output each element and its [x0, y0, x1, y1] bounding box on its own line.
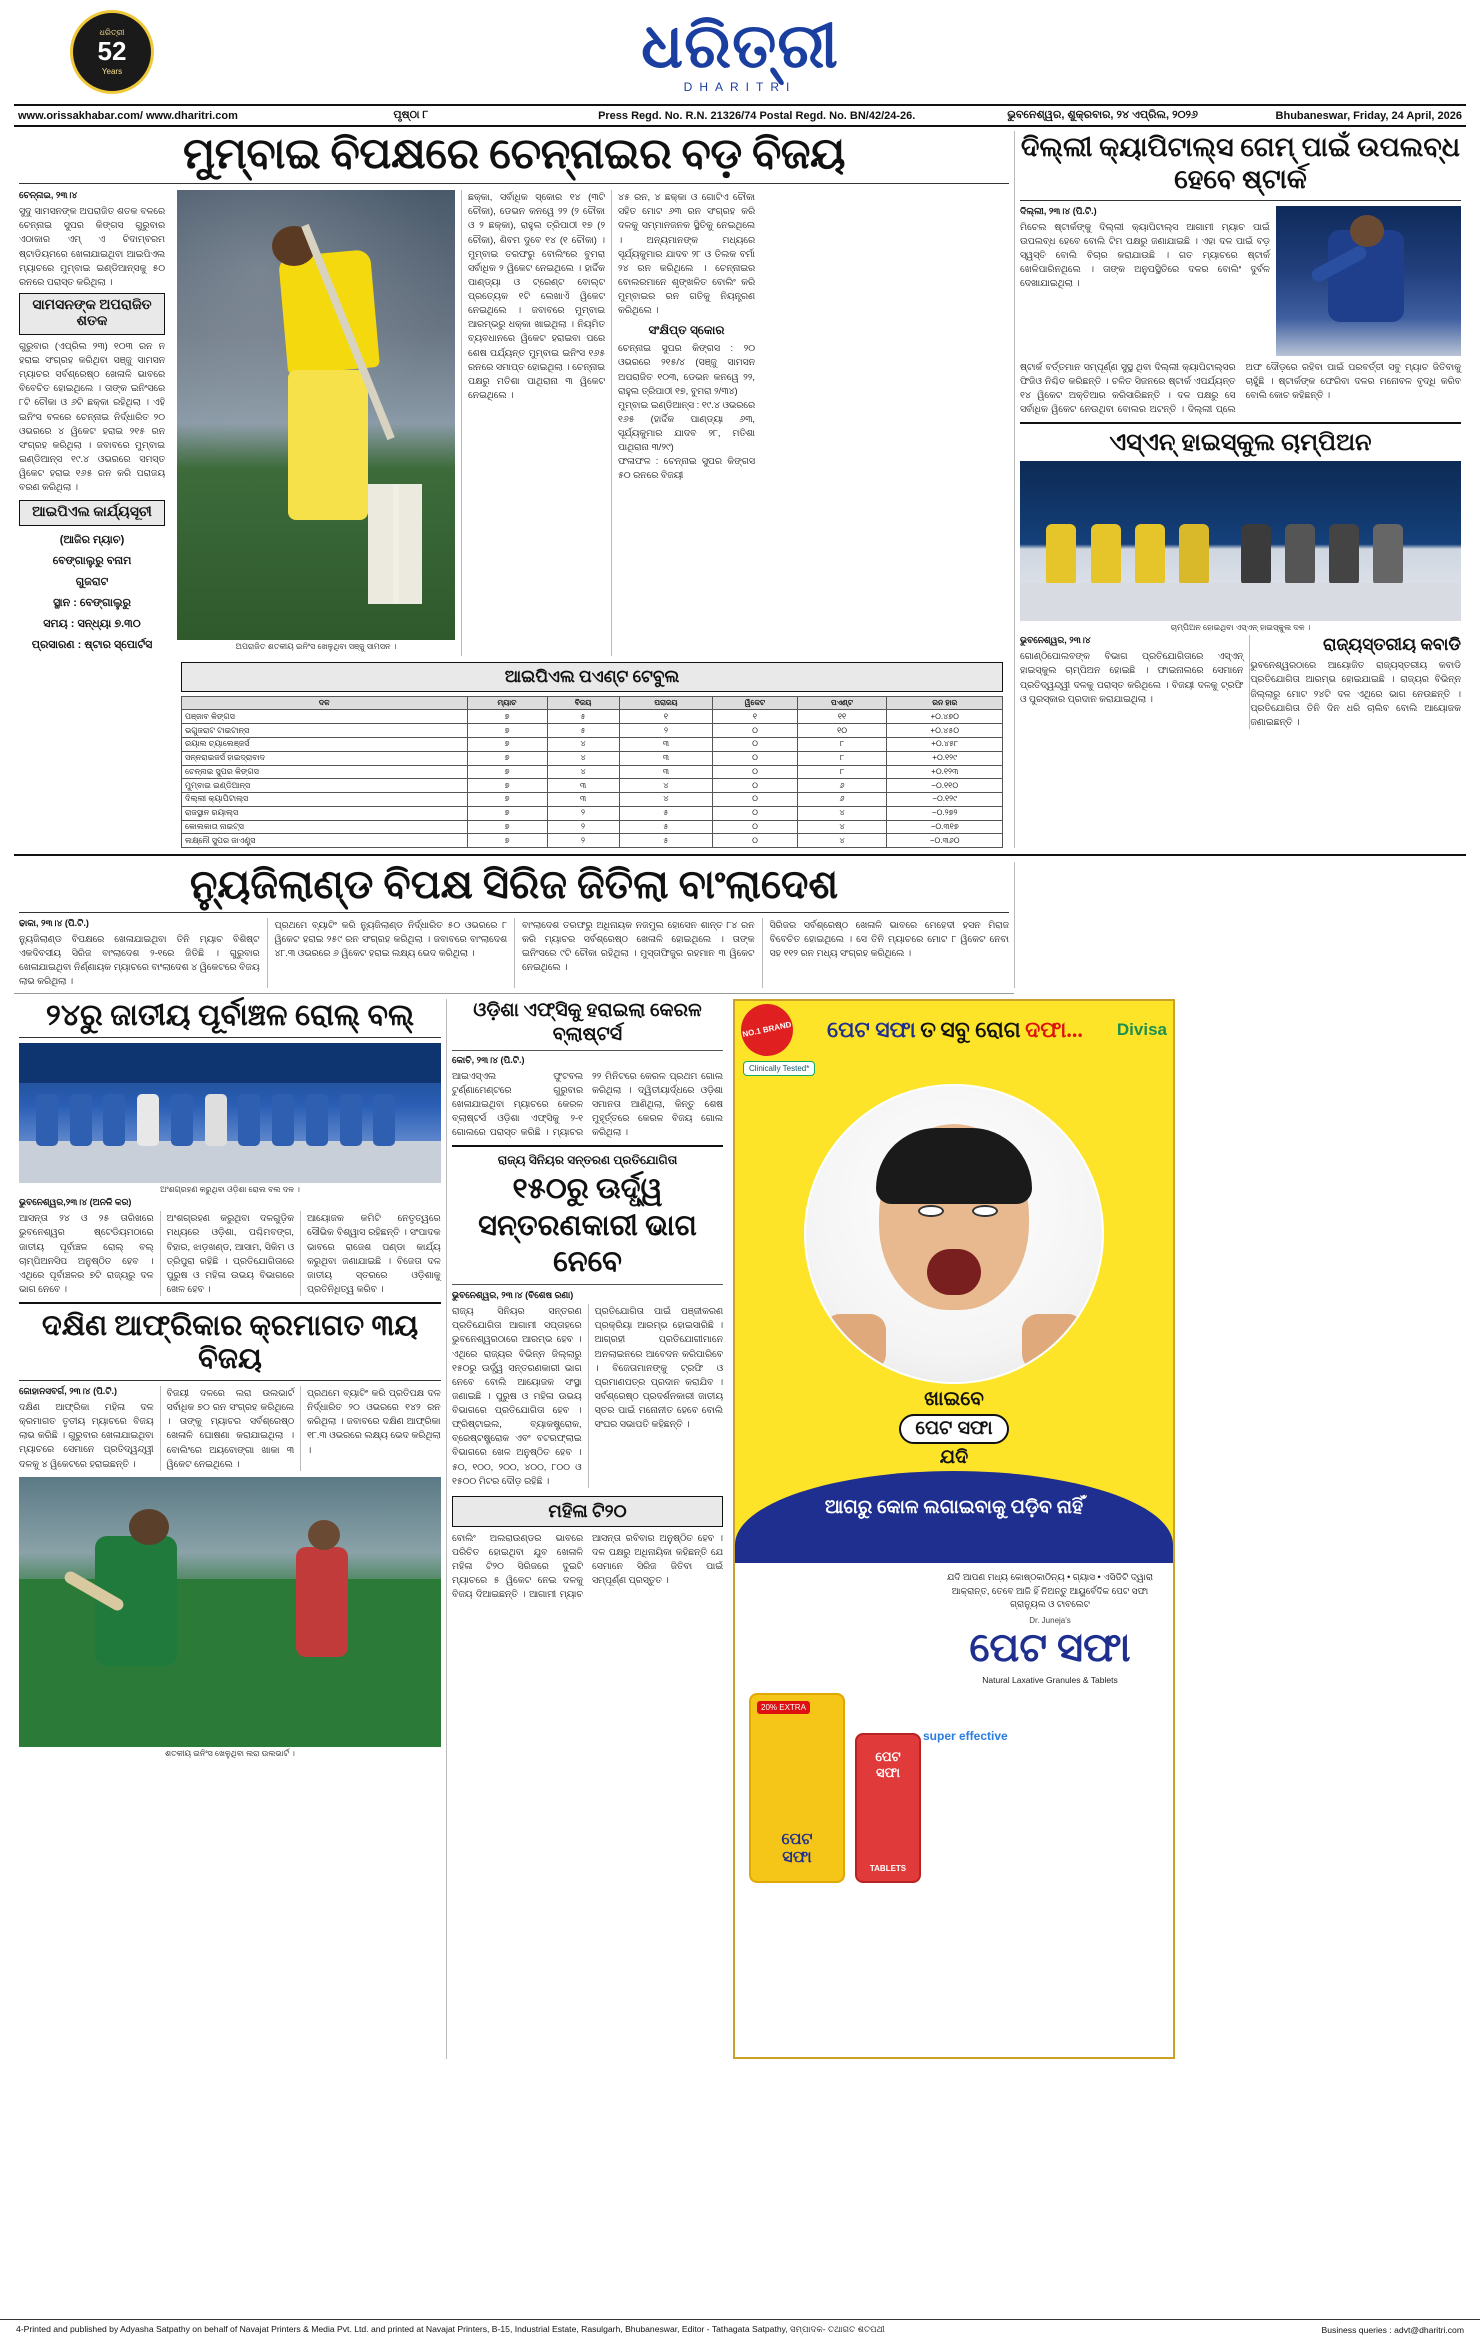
pet-safa-ad[interactable]: [733, 999, 1175, 2059]
table-cell: ୭: [467, 820, 547, 834]
table-cell: ୭: [467, 779, 547, 793]
divisa-brand: Divisa: [1116, 1020, 1167, 1040]
team-name: ଦିଲ୍ଲୀ କ୍ୟାପିଟାଲ୍ସ: [182, 793, 468, 807]
table-cell: ୨: [547, 820, 619, 834]
points-table-block: [181, 662, 1003, 849]
page-footer: [0, 2319, 1480, 2339]
table-cell: ୫: [619, 834, 713, 848]
table-cell: +୦.୧୨୯: [887, 751, 1003, 765]
table-cell: ୩: [547, 779, 619, 793]
team-name: ମୁମ୍ବାଇ ଇଣ୍ଡିଆନ୍ସ: [182, 779, 468, 793]
anniversary-label: Years: [101, 66, 123, 76]
table-cell: −୦.୨୭୨: [887, 806, 1003, 820]
school-photo: [1020, 461, 1461, 621]
kerala-swim-col: [446, 999, 728, 2059]
table-cell: ୨: [619, 724, 713, 738]
team-name: ଚେନ୍ନାଇ ସୁପର କିଙ୍ଗସ: [182, 765, 468, 779]
ad-model-photo: [804, 1084, 1104, 1384]
rollball-caption: ଅଂଶଗ୍ରହଣ କରୁଥିବା ଓଡ଼ିଶା ରୋଲ ବଲ ଦଳ ।: [160, 1185, 300, 1195]
table-cell: ୮: [797, 737, 887, 751]
table-cell: ୫: [547, 710, 619, 724]
points-table-header: [182, 696, 1003, 710]
footer-imprint: 4-Printed and published by Adyasha Satpathy on behalf of Navajat Printers & Media Pvt. Ltd. and printed at Navajat Printers, B-15, Industrial Estate, Rasulgarh, Bhubaneswar, Editor - Tathagata Satpathy, ସମ୍ପାଦକ- ତଥାଗତ ଶତପଥୀ: [16, 2324, 885, 2334]
table-cell: ୭: [467, 710, 547, 724]
logo-english-text: DHARITRI: [683, 80, 797, 94]
table-cell: ୩: [547, 793, 619, 807]
table-row: [182, 820, 1003, 834]
delhi-headline: ଦିଲ୍ଲୀ କ୍ୟାପିଟାଲ୍ସ ଗେମ୍ ପାଇଁ ଉପଲବ୍ଧ ହେବେ ଷ୍ଟାର୍କ: [1020, 132, 1461, 195]
table-cell: +୦.୪୫୮: [887, 737, 1003, 751]
points-table-col-6: ରନ ହାର: [887, 696, 1003, 710]
southafrica-col1: ଦକ୍ଷିଣ ଆଫ୍ରିକା ମହିଳା ଦଳ କ୍ରମାଗତ ତୃତୀୟ ମ୍ୟାଚରେ ବିଜୟ ଲାଭ କରିଛି । ଗୁରୁବାର ଖେଳାଯାଇଥିବା ମ୍ୟାଚରେ ସେମାନେ ପ୍ରତିଦ୍ୱନ୍ଦ୍ୱୀ ଦଳକୁ ୪ ୱିକେଟରେ ହରାଇଛନ୍ତି ।: [19, 1402, 154, 1469]
points-table-col-5: ପଏଣ୍ଟ: [797, 696, 887, 710]
kerala-byline: କୋଚି, ୨୩।୪ (ପି.ଟି.): [452, 1054, 525, 1065]
kabadi-body: ଭୁବନେଶ୍ୱରଠାରେ ଆୟୋଜିତ ରାଜ୍ୟସ୍ତରୀୟ କବାଡି ପ୍ରତିଯୋଗିତା ଆରମ୍ଭ ହୋଇଯାଇଛି । ରାଜ୍ୟର ବିଭିନ୍ନ ଜିଲ୍ଲାରୁ ମୋଟ ୨୪ଟି ଦଳ ଏଥିରେ ଭାଗ ନେଉଛନ୍ତି । ପ୍ରତିଯୋଗିତା ତିନି ଦିନ ଧରି ଚାଲିବ ବୋଲି ଆୟୋଜକ ଜଣାଇଛନ୍ତି ।: [1250, 660, 1461, 727]
table-cell: ୦: [713, 751, 797, 765]
points-table: [181, 696, 1003, 849]
date-odia: ଭୁବନେଶ୍ୱର, ଶୁକ୍ରବାର, ୨୪ ଏପ୍ରିଲ, ୨୦୨୬: [1007, 109, 1198, 121]
table-row: [182, 737, 1003, 751]
table-cell: ୦: [713, 779, 797, 793]
swim-col2: ପ୍ରତିଯୋଗିତା ପାଇଁ ପଞ୍ଜୀକରଣ ପ୍ରକ୍ରିୟା ଆରମ୍ଭ ହୋଇସାରିଛି । ଆଗ୍ରହୀ ପ୍ରତିଯୋଗୀମାନେ ଅନଲାଇନରେ ଆବେଦନ କରିପାରିବେ । ବିଜେତାମାନଙ୍କୁ ଟ୍ରଫି ଓ ପ୍ରମାଣପତ୍ର ପ୍ରଦାନ କରାଯିବ । ସର୍ବଶ୍ରେଷ୍ଠ ପ୍ରଦର୍ଶନକାରୀ ଜାତୀୟ ସ୍ତର ପାଇଁ ମନୋନୀତ ହେବେ ବୋଲି ସଂଘର ସଭାପତି କହିଛନ୍ତି ।: [594, 1306, 723, 1430]
footer-contact[interactable]: Business queries : advt@dharitri.com: [1321, 2324, 1464, 2335]
schedule-line-0: (ଆଜିର ମ୍ୟାଚ): [59, 534, 125, 547]
table-cell: ୧: [713, 710, 797, 724]
swim-pretitle: ରାଜ୍ୟ ସିନିୟର ସନ୍ତରଣ ପ୍ରତିଯୋଗିତା: [497, 1153, 678, 1168]
lead-story: [14, 131, 1014, 848]
table-cell: ୨: [547, 806, 619, 820]
bangladesh-headline: ନ୍ୟୁଜିଲାଣ୍ଡ ବିପକ୍ଷ ସିରିଜ ଜିତିଲା ବାଂଲାଦେଶ: [189, 862, 839, 908]
ad-line2: ଯଦି: [939, 1447, 969, 1469]
bangladesh-col1: ନ୍ୟୁଜିଲାଣ୍ଡ ବିପକ୍ଷରେ ଖେଳାଯାଇଥିବା ତିନି ମ୍ୟାଚ ବିଶିଷ୍ଟ ଏକଦିବସୀୟ ସିରିଜ ବାଂଲାଦେଶ ୨-୧ରେ ଜିତିଛି । ଗୁରୁବାର ଖେଳାଯାଇଥିବା ନିର୍ଣ୍ଣାୟକ ମ୍ୟାଚରେ ବାଂଲାଦେଶ ୪ ୱିକେଟରେ ବିଜୟ ଲାଭ କରିଥିଲା ।: [19, 933, 260, 987]
dr-name: Dr. Juneja's: [1029, 1615, 1071, 1625]
table-cell: ୫: [547, 724, 619, 738]
school-caption: ଚାମ୍ପିଅନ ହୋଇଥିବା ଏସ୍‌ଏନ୍ ହାଇସ୍କୁଲ ଦଳ ।: [1170, 623, 1311, 633]
extra-badge: 20% EXTRA: [757, 1701, 810, 1714]
summary-title: ସଂକ୍ଷିପ୍ତ ସ୍କୋର: [648, 323, 725, 338]
kerala-body: ଆଇଏସ୍‌ଏଲ ଫୁଟବଲ ଟୁର୍ଣ୍ଣାମେଣ୍ଟରେ ଗୁରୁବାର ଖେଳାଯାଇଥିବା ମ୍ୟାଚରେ କେରଳ ବ୍ଲାଷ୍ଟର୍ସ ଓଡ଼ିଶା ଏଫ୍‌ସିକୁ ୨-୧ ଗୋଲରେ ପରାସ୍ତ କରିଛି । ମ୍ୟାଚର ୨୨ ମିନିଟରେ କେରଳ ପ୍ରଥମ ଗୋଲ କରିଥିଲା । ଦ୍ୱିତୀୟାର୍ଦ୍ଧରେ ଓଡ଼ିଶା ସମାନତା ଆଣିଥିଲା, କିନ୍ତୁ ଶେଷ ମୁହୂର୍ତ୍ତରେ କେରଳ ବିଜୟ ଗୋଲ କରିଥିଲା ।: [452, 1070, 723, 1138]
table-cell: ୧: [619, 710, 713, 724]
lead-col-left: [19, 190, 171, 655]
summary-line-0: ଚେନ୍ନାଇ ସୁପର କିଙ୍ଗସ : ୨୦ ଓଭରରେ ୨୧୫/୪ (ସଞ୍ଜୁ ସାମସନ ଅପରାଜିତ ୧୦୩, ଡେଭନ କନୱେ ୨୨, ରାହୁଲ ତ୍ରିପାଠୀ ୧୭, ବୁମରା ୨/୩୪): [618, 343, 755, 396]
table-row: [182, 710, 1003, 724]
school-byline: ଭୁବନେଶ୍ୱର, ୨୩।୪: [1020, 635, 1091, 646]
rollball-story: [14, 999, 446, 2059]
summary-line-1: ମୁମ୍ବାଇ ଇଣ୍ଡିଆନ୍ସ : ୧୯.୪ ଓଭରରେ ୧୬୫ (ହାର୍ଦ୍ଦିକ ପାଣ୍ଡ୍ୟା ୬୩, ସୂର୍ଯ୍ୟକୁମାର ଯାଦବ ୨୮, ମତିଶା ପାଥିରାନା ୩/୨୯): [618, 399, 755, 453]
table-cell: +୦.୪୫୦: [887, 724, 1003, 738]
table-cell: ୬: [797, 779, 887, 793]
info-bar: [14, 104, 1466, 127]
southafrica-headline: ଦକ୍ଷିଣ ଆଫ୍ରିକାର କ୍ରମାଗତ ୩ୟ ବିଜୟ: [41, 1310, 419, 1376]
lead-byline: ଚେନ୍ନାଇ, ୨୩।୪: [19, 190, 78, 201]
table-cell: ୭: [467, 806, 547, 820]
table-cell: ୦: [713, 820, 797, 834]
southafrica-caption: ଶତକୀୟ ଇନିଂସ ଖେଳୁଥିବା ଲରା ଉଲଭାର୍ଟ ।: [165, 1748, 295, 1758]
southafrica-col2: ବିଜୟୀ ଦଳରେ ଲରା ଉଲଭାର୍ଟ ସର୍ବାଧିକ ୭୦ ରନ ସଂଗ୍ରହ କରିଥିଲେ । ତାଙ୍କୁ ମ୍ୟାଚର ସର୍ବଶ୍ରେଷ୍ଠ ଖେଳାଳି ଘୋଷଣା କରାଯାଇଥିଲା । ବୋଲିଂରେ ଅୟବୋଙ୍ଗା ଖାକା ୩ ୱିକେଟ ନେଇଥିଲେ ।: [166, 1388, 295, 1469]
top-section: [14, 131, 1466, 848]
ad-right-text: ସବୁ ରୋଗ: [940, 1017, 1021, 1043]
school-headline: ଏସ୍‌ଏନ୍ ହାଇସ୍କୁଲ ଚାମ୍ପିଅନ: [1109, 430, 1372, 457]
women-t20-title: ମହିଳା ଟି୨୦: [452, 1496, 723, 1527]
clinically-tested-badge: Clinically Tested*: [743, 1061, 815, 1076]
points-table-col-4: ୱିକେଟ: [713, 696, 797, 710]
swim-headline: ୧୫୦ରୁ ଊର୍ଦ୍ଧ୍ୱ ସନ୍ତରଣକାରୀ ଭାଗ ନେବେ: [478, 1173, 697, 1278]
right-column: [1014, 131, 1466, 848]
table-cell: ୧୧: [797, 710, 887, 724]
table-cell: −୦.୧୨୯: [887, 793, 1003, 807]
table-cell: ୬: [797, 793, 887, 807]
team-name: ଭଗୁଜରାଟ ଟାଇଟାନ୍ସ: [182, 724, 468, 738]
masthead: [14, 0, 1466, 104]
anniversary-badge: [70, 10, 154, 94]
team-name: ରୟାଲ ଚ୍ୟାଲେଞ୍ଜର୍ସ: [182, 737, 468, 751]
team-name: ସନ୍ନରାଇଜର୍ସ ହାଇଦ୍ରାବାଦ: [182, 751, 468, 765]
table-cell: ୭: [467, 737, 547, 751]
page-number: ପୃଷ୍ଠା ୮: [393, 109, 429, 121]
ad-brand-big: ପେଟ ସଫା: [969, 1624, 1131, 1670]
points-table-title: ଆଇପିଏଲ ପଏଣ୍ଟ ଟେବୁଲ: [181, 662, 1003, 692]
table-cell: ୭: [467, 751, 547, 765]
ad-pill-label: ପେଟ ସଫା: [899, 1414, 1008, 1444]
table-cell: ୨: [547, 834, 619, 848]
lead-columns: [19, 190, 1009, 655]
points-table-body: [182, 710, 1003, 848]
table-row: [182, 765, 1003, 779]
schedule-line-3: ସ୍ଥାନ : ବେଙ୍ଗାଲୁରୁ: [53, 596, 131, 609]
rollball-photo: [19, 1043, 441, 1183]
school-body: ଗୋଣ୍ଠିପୋଲବଙ୍କ ବିଭାଗ ପ୍ରତିଯୋଗିତାରେ ଏସ୍‌ଏନ୍ ହାଇସ୍କୁଲ ଚାମ୍ପିଅନ ହୋଇଛି । ଫାଇନାଲରେ ସେମାନେ ପ୍ରତିଦ୍ୱନ୍ଦ୍ୱୀ ଦଳକୁ ପରାସ୍ତ କରିଥିଲେ । ବିଜୟୀ ଦଳକୁ ଟ୍ରଫି ଓ ପୁରସ୍କାର ପ୍ରଦାନ କରାଯାଇଥିଲା ।: [1020, 651, 1244, 704]
team-name: ପଞ୍ଜାବ କିଙ୍ଗସ: [182, 710, 468, 724]
southafrica-byline: ଜୋହାନସବର୍ଗ, ୨୩।୪ (ପି.ଟି.): [19, 1386, 118, 1397]
delhi-photo: [1276, 206, 1461, 356]
delhi-col2: ଷ୍ଟାର୍କ ବର୍ତ୍ତମାନ ସମ୍ପୂର୍ଣ୍ଣ ସୁସ୍ଥ ଥିବା ଦିଲ୍ଲୀ କ୍ୟାପିଟାଲ୍ସର ଫିଜିଓ ନିଶ୍ଚିତ କରିଛନ୍ତି । ଚଳିତ ସିଜନରେ ଷ୍ଟାର୍କ ଏପର୍ଯ୍ୟନ୍ତ ୧୪ ୱିକେଟ ଅକ୍ତିଆର କରିସାରିଛନ୍ତି । ଦଳ ପକ୍ଷରୁ ସେ ସର୍ବାଧିକ ୱିକେଟ ନେଉଥିବା ବୋଲର ଅଟନ୍ତି । ଦିଲ୍ଲୀ ପ୍ଲେ ଅଫ ଦୌଡ଼ରେ ରହିବା ପାଇଁ ପରବର୍ତ୍ତୀ ସବୁ ମ୍ୟାଚ ଜିତିବାକୁ ଚାହୁଁଛି । ଷ୍ଟାର୍କଙ୍କ ଫେରିବା ଦଳର ମନୋବଳ ବୃଦ୍ଧି କରିବ ବୋଲି କୋଚ କହିଛନ୍ତି ।: [1020, 361, 1461, 415]
ad-footline: Natural Laxative Granules & Tablets: [982, 1674, 1118, 1685]
table-cell: ୪: [797, 820, 887, 834]
newspaper-logo: [641, 13, 839, 94]
southafrica-col3: ପ୍ରଥମେ ବ୍ୟାଟିଂ କରି ପ୍ରତିପକ୍ଷ ଦଳ ନିର୍ଦ୍ଧାରିତ ୨୦ ଓଭରରେ ୧୪୨ ରନ କରିଥିଲା । ଜବାବରେ ଦକ୍ଷିଣ ଆଫ୍ରିକା ୧୮.୩ ଓଭରରେ ଲକ୍ଷ୍ୟ ଭେଦ କରିଥିଲା ।: [307, 1388, 441, 1455]
lower-section: [14, 999, 1466, 2059]
schedule-title: ଆଇପିଏଲ କାର୍ଯ୍ୟସୂଚୀ: [19, 500, 165, 526]
table-cell: ୮: [797, 765, 887, 779]
table-cell: ୩: [619, 765, 713, 779]
table-row: [182, 751, 1003, 765]
lead-col-2: [461, 190, 611, 655]
table-cell: ୫: [619, 820, 713, 834]
bangladesh-col2: ପ୍ରଥମେ ବ୍ୟାଟିଂ କରି ନ୍ୟୁଜିଲାଣ୍ଡ ନିର୍ଦ୍ଧାରିତ ୫୦ ଓଭରରେ ୮ ୱିକେଟ ହରାଇ ୨୫୯ ରନ ସଂଗ୍ରହ କରିଥିଲା । ଜବାବରେ ବାଂଲାଦେଶ ୪୮.୩ ଓଭରରେ ୬ ୱିକେଟ ହରାଇ ଲକ୍ଷ୍ୟ ଭେଦ କରିଥିଲା ।: [274, 919, 507, 959]
bangladesh-col4: ସିରିଜର ସର୍ବଶ୍ରେଷ୍ଠ ଖେଳାଳି ଭାବରେ ମେହେଦୀ ହସନ ମିରାଜ ବିବେଚିତ ହୋଇଥିଲେ । ସେ ତିନି ମ୍ୟାଚରେ ମୋଟ ୮ ୱିକେଟ ନେବା ସହ ୧୧୨ ରନ ମଧ୍ୟ ସଂଗ୍ରହ କରିଥିଲେ ।: [769, 919, 1009, 959]
swim-col1: ରାଜ୍ୟ ସିନିୟର ସନ୍ତରଣ ପ୍ରତିଯୋଗିତା ଆଗାମୀ ସପ୍ତାହରେ ଭୁବନେଶ୍ୱରଠାରେ ଆରମ୍ଭ ହେବ । ଏଥିରେ ରାଜ୍ୟର ବିଭିନ୍ନ ଜିଲ୍ଲାରୁ ୧୫୦ରୁ ଊର୍ଦ୍ଧ୍ୱ ସନ୍ତରଣକାରୀ ଭାଗ ନେବେ ବୋଲି ଆୟୋଜକ ସଂସ୍ଥା ଜଣାଇଛି । ପୁରୁଷ ଓ ମହିଳା ଉଭୟ ବିଭାଗରେ ପ୍ରତିଯୋଗିତା ହେବ । ଫ୍ରିଷ୍ଟାଇଲ, ବ୍ୟାକଷ୍ଟ୍ରୋକ, ବ୍ରେଷ୍ଟଷ୍ଟ୍ରୋକ ଏବଂ ବଟରଫ୍ଲାଇ ବିଭାଗରେ ଖେଳ ଅନୁଷ୍ଠିତ ହେବ । ୫୦, ୧୦୦, ୨୦୦, ୪୦୦, ୮୦୦ ଓ ୧୫୦୦ ମିଟର ଦୌଡ଼ ରହିଛି ।: [452, 1306, 582, 1486]
schedule-line-2: ଗୁଜରାଟ: [75, 576, 109, 589]
table-cell: ୭: [467, 834, 547, 848]
advertisement-block[interactable]: [728, 999, 1180, 2059]
team-name: କୋଲକାତା ନାଇଟ୍ସ: [182, 820, 468, 834]
no1-brand-badge: NO.1 BRAND: [736, 999, 798, 1061]
table-cell: ୭: [467, 765, 547, 779]
samson-subhead: ସାମସନଙ୍କ ଅପରାଜିତ ଶତକ: [19, 293, 165, 335]
swim-byline: ଭୁବନେଶ୍ୱର, ୨୩।୪ (ବିଶେଷ ରଣା): [452, 1290, 574, 1301]
website-url[interactable]: www.orissakhabar.com/ www.dharitri.com: [18, 109, 238, 122]
table-row: [182, 793, 1003, 807]
southafrica-photo: [19, 1477, 441, 1747]
kabadi-headline: ରାଜ୍ୟସ୍ତରୀୟ କବାଡି: [1322, 635, 1461, 655]
table-row: [182, 834, 1003, 848]
bangladesh-col3: ବାଂଲାଦେଶ ତରଫରୁ ଅଧିନାୟକ ନଜମୁଲ ହୋସେନ ଶାନ୍ତ ୮୪ ରନ କରି ମ୍ୟାଚର ସର୍ବଶ୍ରେଷ୍ଠ ଖେଳାଳି ହୋଇଥିଲେ । ତାଙ୍କ ଇନିଂସରେ ୯ଟି ଚୌକା ରହିଥିଲା । ମୁସ୍ତାଫିଜୁର ରହମାନ ୩ ୱିକେଟ ନେଇଥିଲେ ।: [522, 919, 755, 973]
table-cell: +୦.୧୨୩: [887, 765, 1003, 779]
ad-right-block: ଯଦି ଆପଣ ମଧ୍ୟ କୋଷ୍ଠକାଠିନ୍ୟ • ଗ୍ୟାସ • ଏସିଡିଟି ଦ୍ୱାରା ଆକ୍ରାନ୍ତ, ତେବେ ଆଜି ହିଁ ନିଅନ୍ତୁ ଆୟୁର୍ବେଦିକ ପେଟ ସଫା ଗ୍ରାନ୍ୟୁଲ ଓ ଟାବଲେଟ: [946, 1572, 1153, 1610]
lead-photo-block: [171, 190, 461, 655]
product-granules-pack: 20% EXTRA ପେଟ ସଫା: [749, 1693, 845, 1883]
ad-line1: ଖାଇବେ: [924, 1388, 984, 1411]
table-cell: ୫: [619, 806, 713, 820]
registration-info: Press Regd. No. R.N. 21326/74 Postal Regd. No. BN/42/24-26.: [598, 109, 916, 122]
table-cell: ୦: [713, 765, 797, 779]
tablets-label: TABLETS: [869, 1864, 907, 1874]
table-cell: ୪: [619, 793, 713, 807]
middle-section: [14, 862, 1466, 988]
table-cell: −୦.୩୧୭: [887, 820, 1003, 834]
table-cell: ୭: [467, 724, 547, 738]
table-cell: −୦.୧୧୦: [887, 779, 1003, 793]
table-row: [182, 779, 1003, 793]
points-table-col-1: ମ୍ୟାଚ: [467, 696, 547, 710]
schedule-line-1: ବେଙ୍ଗାଲୁରୁ ବନାମ: [52, 555, 132, 568]
kerala-headline: ଓଡ଼ିଶା ଏଫ୍‌ସିକୁ ହରାଇଲା କେରଳ ବ୍ଲାଷ୍ଟର୍ସ: [473, 1000, 702, 1046]
delhi-byline: ଦିଲ୍ଲୀ, ୨୩।୪ (ପି.ଟି.): [1020, 205, 1097, 216]
points-table-col-3: ପରାଜୟ: [619, 696, 713, 710]
points-table-col-2: ବିଜୟ: [547, 696, 619, 710]
lead-headline: ମୁମ୍ବାଇ ବିପକ୍ଷରେ ଚେନ୍ନାଇର ବଡ଼ ବିଜୟ: [183, 131, 845, 178]
team-name: ଲକ୍ଷ୍ନୌ ସୁପର ଜାଏଣ୍ଟ୍ସ: [182, 834, 468, 848]
table-cell: ୪: [797, 806, 887, 820]
table-cell: −୦.୩୬୦: [887, 834, 1003, 848]
rollball-col2: ଅଂଶଗ୍ରହଣ କରୁଥିବା ଦଳଗୁଡ଼ିକ ମଧ୍ୟରେ ଓଡ଼ିଶା, ପଶ୍ଚିମବଙ୍ଗ, ବିହାର, ଝାଡ଼ଖଣ୍ଡ, ଆସାମ, ସିକିମ ଓ ତ୍ରିପୁରା ରହିଛି । ପ୍ରତିଯୋଗିତାରେ ପୁରୁଷ ଓ ମହିଳା ଉଭୟ ବିଭାଗରେ ଖେଳ ହେବ ।: [166, 1213, 295, 1294]
schedule-line-4: ସମୟ : ସନ୍ଧ୍ୟା ୭.୩୦: [43, 617, 141, 630]
ad-left-text: ପେଟ ସଫା: [827, 1017, 916, 1043]
schedule-list: [19, 530, 165, 655]
table-row: [182, 806, 1003, 820]
lead-col-3: [611, 190, 761, 655]
table-cell: ୦: [713, 806, 797, 820]
table-cell: ୭: [467, 793, 547, 807]
summary-line-2: ଫଳାଫଳ : ଚେନ୍ନାଇ ସୁପର କିଙ୍ଗସ ୫୦ ରନରେ ବିଜୟୀ: [618, 456, 755, 481]
table-cell: ୪: [547, 751, 619, 765]
rollball-byline: ଭୁବନେଶ୍ୱର,୨୩।୪ (ଅନଳି କର): [19, 1197, 132, 1208]
anniversary-top-text: ଧରିତ୍ରୀ: [99, 27, 125, 37]
rollball-col3: ଆୟୋଜକ କମିଟି ନେତୃତ୍ୱରେ ସୌଭିକ ବିଶ୍ୱାସ ରହିଛନ୍ତି । ସଂପାଦକ ଭାବରେ ରାଜେଶ ପଣ୍ଡା କାର୍ଯ୍ୟ କରୁଥିବା ଜଣାଯାଇଛି । ବିଜେତା ଦଳ ଜାତୀୟ ସ୍ତରରେ ଓଡ଼ିଶାକୁ ପ୍ରତିନିଧିତ୍ୱ କରିବ ।: [307, 1213, 441, 1294]
lead-col3-text: ୪୫ ରନ, ୪ ଛକ୍କା ଓ ଗୋଟିଏ ଚୌକା ସହିତ ମୋଟ ୬୩ ରନ ସଂଗ୍ରହ କରି ଦଳକୁ ସମ୍ମାନଜନକ ସ୍ଥିତିକୁ ନେଇଥିଲେ । ଅନ୍ୟମାନଙ୍କ ମଧ୍ୟରେ ସୂର୍ଯ୍ୟକୁମାର ଯାଦବ ୨୮ ଓ ତିଲକ ବର୍ମା ୨୪ ରନ କରିଥିଲେ । ଚେନ୍ନାଇର ବୋଲରମାନେ ଶୃଙ୍ଖଳିତ ବୋଲିଂ କରି ମୁମ୍ବାଇର ରନ ଗତିକୁ ନିୟନ୍ତ୍ରଣ କରିଥିଲେ ।: [618, 192, 755, 316]
table-cell: ୪: [547, 765, 619, 779]
bangladesh-story: [14, 862, 1014, 988]
rollball-headline: ୨୪ରୁ ଜାତୀୟ ପୂର୍ବାଞ୍ଚଳ ରୋଲ୍ ବଲ୍: [45, 999, 415, 1033]
super-effective-label: super effective: [923, 1729, 1008, 1744]
logo-odia-text: ଧରିତ୍ରୀ: [641, 13, 839, 81]
table-cell: ୩: [619, 751, 713, 765]
product-tablets-pack: ପେଟ ସଫା TABLETS: [855, 1733, 921, 1883]
schedule-line-5: ପ୍ରସାରଣ : ଷ୍ଟାର ସ୍ପୋର୍ଟସ: [31, 638, 153, 651]
delhi-body: [1020, 206, 1461, 356]
team-name: ରାଜସ୍ଥାନ ରୟାଲ୍ସ: [182, 806, 468, 820]
table-cell: ୧୦: [797, 724, 887, 738]
samson-body: ଗୁରୁବାର (ଏପ୍ରିଲ ୨୩) ୧୦୩ ରନ ନ ହରାଇ ସଂଗ୍ରହ କରିଥିବା ସଞ୍ଜୁ ସାମସନ ମ୍ୟାଚର ସର୍ବଶ୍ରେଷ୍ଠ ଖେଳାଳି ଭାବରେ ବିବେଚିତ ହୋଇଥିଲେ । ତାଙ୍କ ଇନିଂସରେ ୮ଟି ଚୌକା ଓ ୬ଟି ଛକ୍କା ରହିଥିଲା । ଏହି ଇନିଂସ ବଳରେ ଚେନ୍ନାଇ ନିର୍ଦ୍ଧାରିତ ୨୦ ଓଭରରେ ୪ ୱିକେଟ ହରାଇ ୨୧୫ ରନ ସଂଗ୍ରହ କରିଥିଲା । ଜବାବରେ ମୁମ୍ବାଇ ଇଣ୍ଡିଆନ୍ସ ୧୯.୪ ଓଭରରେ ସମସ୍ତ ୱିକେଟ ହରାଇ ୧୬୫ ରନ କରି ପରାଜୟ ବରଣ କରିଥିଲା ।: [19, 340, 165, 493]
rollball-col1: ଆସନ୍ତା ୨୪ ଓ ୨୫ ତାରିଖରେ ଭୁବନେଶ୍ୱର ଷ୍ଟେଡିୟମଠାରେ ଜାତୀୟ ପୂର୍ବାଞ୍ଚଳ ରୋଲ୍ ବଲ୍ ଚାମ୍ପିଅନସିପ ଅନୁଷ୍ଠିତ ହେବ । ଏଥିରେ ପୂର୍ବାଞ୍ଚଳର ୭ଟି ରାଜ୍ୟରୁ ଦଳ ଭାଗ ନେବେ ।: [19, 1213, 154, 1294]
table-cell: ୦: [713, 793, 797, 807]
table-cell: +୦.୪୭୦: [887, 710, 1003, 724]
delhi-col1: ମିଚେଲ ଷ୍ଟାର୍କଙ୍କୁ ଦିଲ୍ଲୀ କ୍ୟାପିଟାଲ୍ସ ଆଗାମୀ ମ୍ୟାଚ ପାଇଁ ଉପଲବ୍ଧ ହେବେ ବୋଲି ଟିମ ପକ୍ଷରୁ ଜଣାଯାଇଛି । ଏହା ଦଳ ପାଇଁ ବଡ଼ ସ୍ୱସ୍ତି ବୋଲି ବିଚାର କରାଯାଉଛି । ଗତ ମ୍ୟାଚରେ ଷ୍ଟାର୍କ ଖେଳିପାରିନଥିଲେ । ତାଙ୍କ ଅନୁପସ୍ଥିତିରେ ଦଳର ବୋଲିଂ ଦୁର୍ବଳ ଦେଖାଯାଇଥିଲା ।: [1020, 221, 1270, 289]
school-and-kabadi: [1020, 635, 1461, 729]
lead-photo: [177, 190, 455, 640]
lead-col1-text: ସୁଦୁ ସାମସନଙ୍କ ଅପରାଜିତ ଶତକ ବଳରେ ଚେନ୍ନାଇ ସୁପର କିଙ୍ଗସ ଗୁରୁବାର ଏଠାକାର ଏମ୍ ଏ ଚିଦାମ୍ବରମ ଷ୍ଟାଡିୟମରେ ଖେଳାଯାଇଥିବା ଆଇପିଏଲ ମ୍ୟାଚରେ ମୁମ୍ବାଇ ଇଣ୍ଡିଆନ୍ସକୁ ୫୦ ରନରେ ପରାସ୍ତ କରିଥିଲା ।: [19, 206, 165, 287]
table-cell: ୮: [797, 751, 887, 765]
bangladesh-columns: [19, 918, 1009, 989]
women-t20-body: ବୋଲିଂ ଅଲରାଉଣ୍ଡର ଭାବରେ ପରିଚିତ ହୋଇଥିବା ଯୁବ ଖେଳାଳି ମହିଳା ଟି୨୦ ସିରିଜରେ ଦୁଇଟି ମ୍ୟାଚରେ ୫ ୱିକେଟ ନେଇ ଦଳକୁ ବିଜୟ ଦିଆଇଛନ୍ତି । ଆଗାମୀ ମ୍ୟାଚ ଆସନ୍ତା ରବିବାର ଅନୁଷ୍ଠିତ ହେବ । ଦଳ ପକ୍ଷରୁ ଅଧିନାୟିକା କହିଛନ୍ତି ଯେ ସେମାନେ ସିରିଜ ଜିତିବା ପାଇଁ ସମ୍ପୂର୍ଣ୍ଣ ପ୍ରସ୍ତୁତ ।: [452, 1532, 723, 1600]
points-table-col-0: ଦଳ: [182, 696, 468, 710]
bangladesh-byline: ଢାକା, ୨୩।୪ (ପି.ଟି.): [19, 917, 89, 928]
anniversary-number: 52: [97, 36, 127, 67]
ad-curve-text: ଆଗରୁ କୋଳ ଲଗାଇବାକୁ ପଡ଼ିବ ନାହିଁ: [824, 1497, 1084, 1519]
ad-right-text2: ଦଫା...: [1025, 1017, 1083, 1043]
lead-col2-text: ଛକ୍କା, ସର୍ବାଧିକ ସ୍କୋର ୧୪ (୩ଟି ଚୌକା), ଡେଭନ କନୱେ ୨୨ (୨ ଚୌକା ଓ ୨ ଛକ୍କା), ରାହୁଲ ତ୍ରିପାଠୀ ୧୭ (୨ ଚୌକା), ଶିବମ ଦୁବେ ୧୪ (୧ ଚୌକା) । ମୁମ୍ବାଇ ତରଫରୁ ବୋଲିଂରେ ବୁମରା ସର୍ବାଧିକ ୨ ୱିକେଟ ନେଇଥିଲେ । ହାର୍ଦ୍ଦିକ ପାଣ୍ଡ୍ୟା ଓ ଟ୍ରେଣ୍ଟ ବୋଲ୍ଟ ପ୍ରତ୍ୟେକ ୧ଟି ଲେଖାଏଁ ୱିକେଟ ନେଇଥିଲେ । ଜବାବରେ ମୁମ୍ବାଇ ଆରମ୍ଭରୁ ଧକ୍କା ଖାଇଥିଲା । ନିୟମିତ ବ୍ୟବଧାନରେ ୱିକେଟ ହରାଇବା ପରେ ଶେଷ ପର୍ଯ୍ୟନ୍ତ ମୁମ୍ବାଇ ଇନିଂସ ୧୬୫ ରନରେ ସମାପ୍ତ ହୋଇଥିଲା । ଚେନ୍ନାଇ ପକ୍ଷରୁ ମତିଶା ପାଥିରାନା ୩ ୱିକେଟ ନେଇଥିଲେ ।: [468, 192, 605, 400]
table-cell: ୦: [713, 834, 797, 848]
table-cell: ୦: [713, 737, 797, 751]
table-cell: ୪: [797, 834, 887, 848]
table-cell: ୦: [713, 724, 797, 738]
table-row: [182, 724, 1003, 738]
table-cell: ୪: [547, 737, 619, 751]
date-english: Bhubaneswar, Friday, 24 April, 2026: [1275, 109, 1463, 122]
lead-photo-caption: ଅପରାଜିତ ଶତକୀୟ ଇନିଂସ ଖେଳୁଥିବା ସଞ୍ଜୁ ସାମସନ ।: [235, 642, 397, 652]
table-cell: ୪: [619, 779, 713, 793]
ad-mid-text: ତ: [920, 1017, 936, 1043]
table-cell: ୩: [619, 737, 713, 751]
